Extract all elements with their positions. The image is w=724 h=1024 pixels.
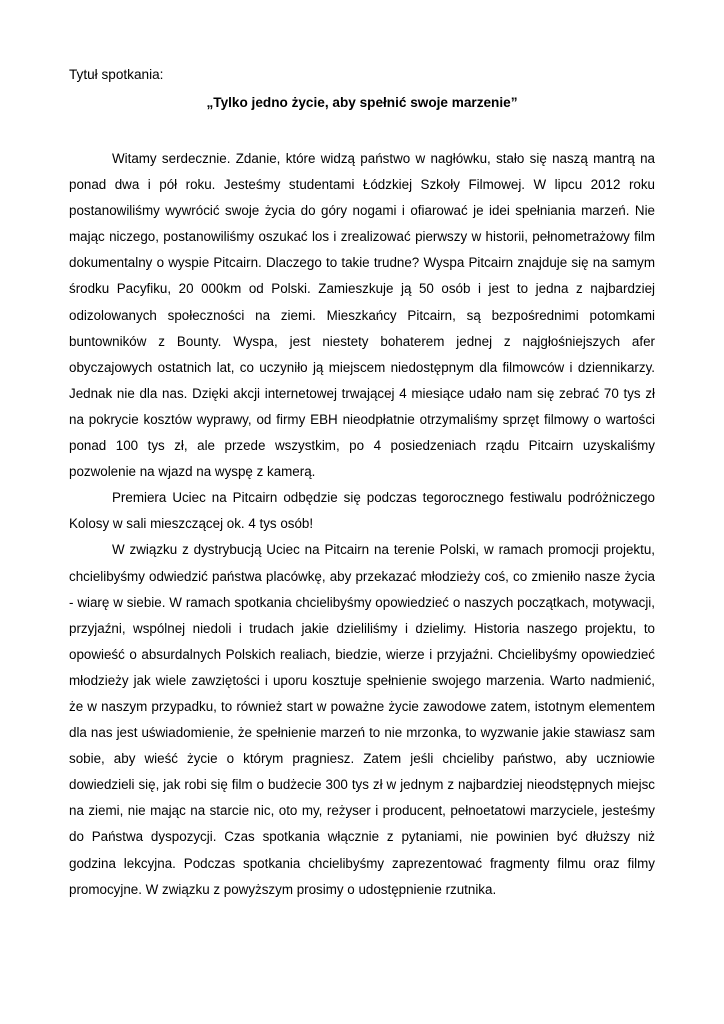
paragraph-intro: Witamy serdecznie. Zdanie, które widzą państwo w nagłówku, stało się naszą mantrą na ponad dwa i pół roku. Jesteśmy studentami Łódzkiej Szkoły Filmowej. W lipcu 2012 roku postanowiliśmy wywrócić swoje życia do góry nogami i ofiarować je idei spełniania marzeń. Nie mając niczego, postanowiliśmy oszukać los i zrealizować pierwszy w historii, pełnometrażowy film dokumentalny o wyspie Pitcairn. Dlaczego to takie trudne? Wyspa Pitcairn znajduje się na samym środku Pacyfiku, 20 000km od Polski. Zamieszkuje ją 50 osób i jest to jedna z najbardziej odizolowanych społeczności na ziemi. Mieszkańcy Pitcairn, są bezpośrednimi potomkami buntowników z Bounty. Wyspa, jest niestety bohaterem jednej z najgłośniejszych afer obyczajowych ostatnich lat, co uczyniło ją miejscem niedostępnym dla filmowców i dziennikarzy. Jednak nie dla nas. Dzięki akcji internetowej trwającej 4 miesiące udało nam się zebrać 70 tys zł na pokrycie kosztów wyprawy, od firmy EBH nieodpłatnie otrzymaliśmy sprzęt filmowy o wartości ponad 100 tys zł, ale przede wszystkim, po 4 posiedzeniach rządu Pitcairn uzyskaliśmy pozwolenie na wjazd na wyspę z kamerą.: [69, 151, 655, 480]
meeting-title: „Tylko jedno życie, aby spełnić swoje marzenie”: [206, 95, 518, 110]
paragraph-proposal: W związku z dystrybucją Uciec na Pitcairn na terenie Polski, w ramach promocji projektu, chcielibyśmy odwiedzić państwa placówkę, aby przekazać młodzieży coś, co zmieniło nasze życia - wiarę w siebie. W ramach spotkania chcielibyśmy opowiedzieć o naszych początkach, motywacji, przyjaźni, wspólnej niedoli i trudach jakie dzieliliśmy i dzielimy. Historia naszego projektu, to opowieść o absurdalnych Polskich realiach, biedzie, wierze i przyjaźni. Chcielibyśmy opowiedzieć młodzieży jak wiele zawziętości i uporu kosztuje spełnienie swojego marzenia. Warto nadmienić, że w naszym przypadku, to również start w poważne życie zawodowe zatem, istotnym elementem dla nas jest uświadomienie, że spełnienie marzeń to nie mrzonka, to wyzwanie jakie stawiasz sam sobie, aby wieść życie o którym pragniesz. Zatem jeśli chcieliby państwo, aby uczniowie dowiedzieli się, jak robi się film o budżecie 300 tys zł w jednym z najbardziej nieodstępnych miejsc na ziemi, nie mając na starcie nic, oto my, reżyser i producent, pełnoetatowi marzyciele, jesteśmy do Państwa dyspozycji. Czas spotkania włącznie z pytaniami, nie powinien być dłuższy niż godzina lekcyjna. Podczas spotkania chcielibyśmy zaprezentować fragmenty filmu oraz filmy promocyjne. W związku z powyższym prosimy o udostępnienie rzutnika.: [69, 542, 655, 897]
paragraph-premiere: Premiera Uciec na Pitcairn odbędzie się podczas tegorocznego festiwalu podróżniczego Kolosy w sali mieszczącej ok. 4 tys osób!: [69, 490, 655, 532]
document-body: [69, 146, 655, 903]
meeting-title-label: Tytuł spotkania:: [69, 67, 164, 82]
document-page: [69, 66, 655, 903]
